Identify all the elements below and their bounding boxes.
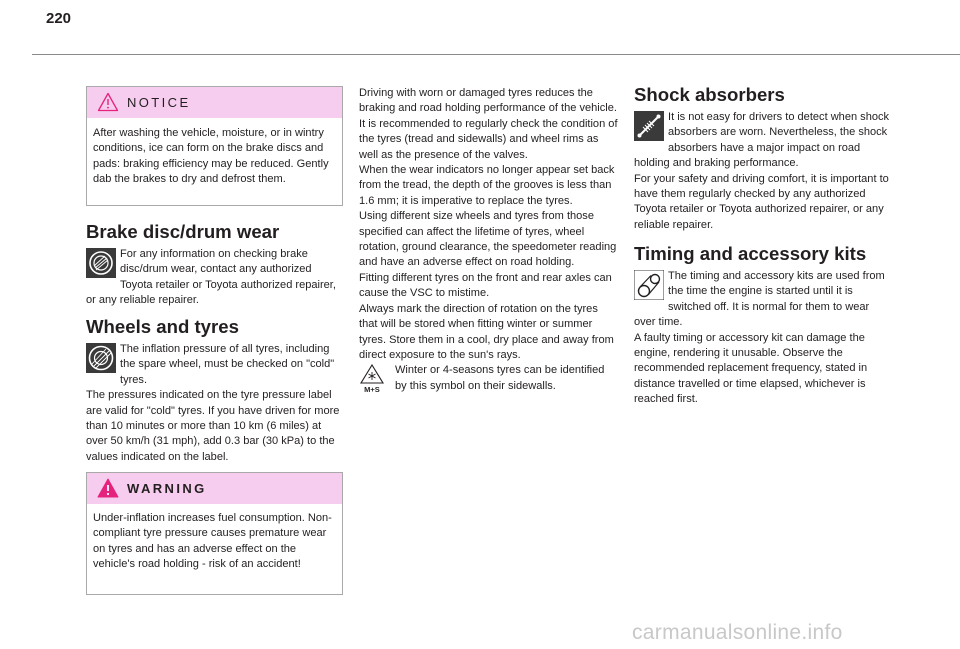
warning-header (87, 473, 342, 504)
brake-heading: Brake disc/drum wear (86, 221, 280, 242)
axles-paragraph: Fitting different tyres on the front and rear axles can cause the VSC to mistime. (359, 271, 612, 300)
warning-box (86, 472, 343, 595)
timing-belt-icon (634, 270, 664, 300)
page-number: 220 (46, 10, 72, 27)
notice-title: NOTICE (127, 95, 191, 110)
warning-text: Under-inflation increases fuel consumption. Non-compliant tyre pressure causes premature wear on tyres and has an adverse effect on the vehicle's road holding - risk of an accident! (93, 512, 332, 571)
shock-text-1: It is not easy for drivers to detect when shock absorbers are worn. Nevertheless, the shock absorbers have a major impact on road holding and braking performance. (634, 111, 890, 170)
wheels-text-2: The pressures indicated on the tyre pressure label are valid for "cold" tyres. If you have driven for more than 10 minutes or more than 10 km (6 miles) at over 50 km/h (31 mph), add 0.3 bar (30 kPa) to the values indicated on the label. (86, 389, 340, 463)
warning-triangle-icon (97, 478, 119, 498)
brake-section (86, 221, 342, 309)
notice-text: After washing the vehicle, moisture, or in wintry conditions, ice can form on the brake discs and pads: braking efficiency may be reduced. Gently dab the brakes to dry and defrost them. (93, 127, 329, 186)
brake-disc-icon (86, 248, 116, 278)
warning-title: WARNING (127, 481, 207, 496)
warning-triangle-outline-icon (97, 92, 119, 112)
winter-tyres-paragraph: Winter or 4-seasons tyres can be identified by this symbol on their sidewalls. (395, 364, 605, 392)
shock-heading: Shock absorbers (634, 84, 785, 105)
timing-text-2: A faulty timing or accessory kit can damage the engine, rendering it unusable. Observe the recommended replacement frequency, stated in distance travelled or time elapsed, whichever is reached first. (634, 331, 868, 406)
timing-section (634, 243, 892, 408)
brake-text: For any information on checking brake disc/drum wear, contact any authorized Toyota retailer or Toyota authorized repairer, or any reliable repairer. (86, 248, 336, 307)
timing-heading: Timing and accessory kits (634, 243, 867, 264)
wheels-heading: Wheels and tyres (86, 316, 239, 337)
timing-text-1: The timing and accessory kits are used from the time the engine is started until it is switched off. It is normal for them to wear over time. (634, 270, 885, 329)
shock-section (634, 84, 892, 233)
shock-absorber-icon (634, 111, 664, 141)
watermark: carmanualsonline.info (632, 621, 843, 644)
rotation-paragraph: Always mark the direction of rotation on the tyres that will be stored when fitting winter or summer tyres. Store them in a cool, dry place and away from direct exposure to the sun's rays. (359, 302, 614, 361)
tyre-advice-column (359, 86, 618, 394)
snowflake-mountain-icon (359, 364, 385, 394)
ms-label: M+S (364, 385, 380, 395)
notice-header (87, 87, 342, 118)
different-size-paragraph: Using different size wheels and tyres from those specified can affect the lifetime of tyres, wheel rotation, ground clearance, the speedometer reading and have an adverse effect on road holding. (359, 210, 617, 269)
tyre-icon (86, 343, 116, 373)
header-divider (32, 54, 960, 55)
wheels-section (86, 316, 342, 465)
wheels-text-1: The inflation pressure of all tyres, including the spare wheel, must be checked on "cold" tyres. (120, 343, 335, 386)
wear-indicators-paragraph: When the wear indicators no longer appear set back from the tread, the depth of the grooves is less than 1.6 mm; it is imperative to replace the tyres. (359, 164, 615, 207)
notice-box (86, 86, 343, 206)
worn-tyres-paragraph: Driving with worn or damaged tyres reduces the braking and road holding performance of the vehicle. It is recommended to regularly check the condition of the tyres (tread and sidewalls) and wheel rims as well as the presence of the valves. (359, 87, 618, 161)
shock-text-2: For your safety and driving comfort, it is important to have them regularly checked by any authorized Toyota retailer or Toyota authorized repairer, or any reliable repairer. (634, 172, 889, 231)
